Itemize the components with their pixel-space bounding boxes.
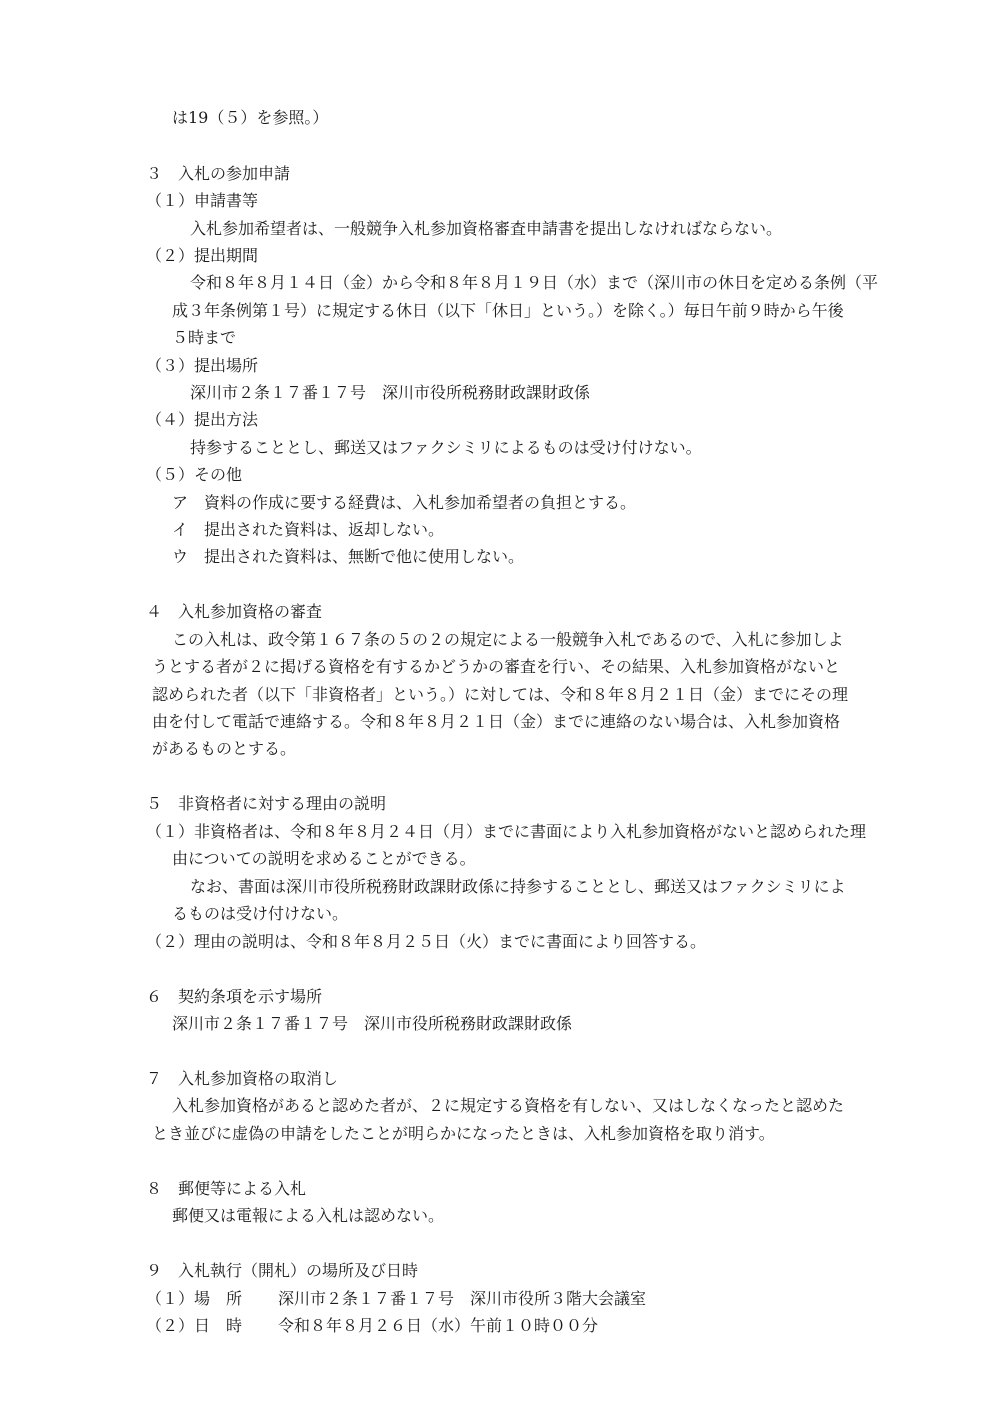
section-3-heading: ３ 入札の参加申請 [146,164,291,183]
section-5-item-1-line-1: （１）非資格者は、令和８年８月２４日（月）までに書面により入札参加資格がないと認められた理 [146,822,867,841]
section-4-line-5: があるものとする。 [152,739,297,758]
section-3-item-5-b: イ 提出された資料は、返却しない。 [172,520,445,539]
section-9-item-1-value: 深川市２条１７番１７号 深川市役所３階大会議室 [278,1289,647,1308]
section-3-item-2-line-3: ５時まで [172,328,237,347]
section-6-text: 深川市２条１７番１７号 深川市役所税務財政課財政係 [172,1014,573,1033]
section-7-line-2: とき並びに虚偽の申請をしたことが明らかになったときは、入札参加資格を取り消す。 [152,1124,775,1143]
section-5-item-1-line-2: 由についての説明を求めることができる。 [172,849,476,868]
section-8-text: 郵便又は電報による入札は認めない。 [172,1206,445,1225]
section-4-line-4: 由を付して電話で連絡する。令和８年８月２１日（金）までに連絡のない場合は、入札参加資格 [152,712,841,731]
section-3-item-1-text: 入札参加希望者は、一般競争入札参加資格審査申請書を提出しなければならない。 [190,219,783,238]
section-8-heading: ８ 郵便等による入札 [146,1179,307,1198]
section-4-heading: ４ 入札参加資格の審査 [146,602,323,621]
section-9-item-1-label: （１）場 所 [146,1289,243,1308]
section-3-item-2-label: （２）提出期間 [146,246,259,265]
section-3-item-5-c: ウ 提出された資料は、無断で他に使用しない。 [172,547,525,566]
section-3-item-3-label: （３）提出場所 [146,356,259,375]
section-3-item-5-label: （５）その他 [146,465,243,484]
section-7-line-1: 入札参加資格があると認めた者が、２に規定する資格を有しない、又はしなくなったと認めた [172,1096,845,1115]
section-3-item-4-label: （４）提出方法 [146,410,259,429]
continuation-text: は19（５）を参照。） [172,108,329,127]
section-7-heading: ７ 入札参加資格の取消し [146,1069,339,1088]
section-6-heading: ６ 契約条項を示す場所 [146,987,323,1006]
section-5-item-1-line-3: なお、書面は深川市役所税務財政課財政係に持参することとし、郵送又はファクシミリによ [190,877,846,896]
section-5-item-1-line-4: るものは受け付けない。 [172,904,349,923]
section-3-item-1-label: （１）申請書等 [146,191,259,210]
section-3-item-4-text: 持参することとし、郵送又はファクシミリによるものは受け付けない。 [190,438,702,457]
section-4-line-3: 認められた者（以下「非資格者」という。）に対しては、令和８年８月２１日（金）までにその理 [152,685,849,704]
section-9-heading: ９ 入札執行（開札）の場所及び日時 [146,1261,419,1280]
section-3-item-5-a: ア 資料の作成に要する経費は、入札参加希望者の負担とする。 [172,493,637,512]
section-3-item-2-line-1: 令和８年８月１４日（金）から令和８年８月１９日（水）まで（深川市の休日を定める条例（平 [190,273,879,292]
section-5-heading: ５ 非資格者に対する理由の説明 [146,794,387,813]
section-9-item-2-value: 令和８年８月２６日（水）午前１０時００分 [278,1316,599,1335]
section-4-line-2: うとする者が２に掲げる資格を有するかどうかの審査を行い、その結果、入札参加資格がないと [152,657,841,676]
section-4-line-1: この入札は、政令第１６７条の５の２の規定による一般競争入札であるので、入札に参加しよ [172,630,844,649]
section-3-item-2-line-2: 成３年条例第１号）に規定する休日（以下「休日」という。）を除く。）毎日午前９時から午後 [172,301,844,320]
section-5-item-2: （２）理由の説明は、令和８年８月２５日（火）までに書面により回答する。 [146,932,707,951]
section-3-item-3-text: 深川市２条１７番１７号 深川市役所税務財政課財政係 [190,383,591,402]
section-9-item-2-label: （２）日 時 [146,1316,243,1335]
